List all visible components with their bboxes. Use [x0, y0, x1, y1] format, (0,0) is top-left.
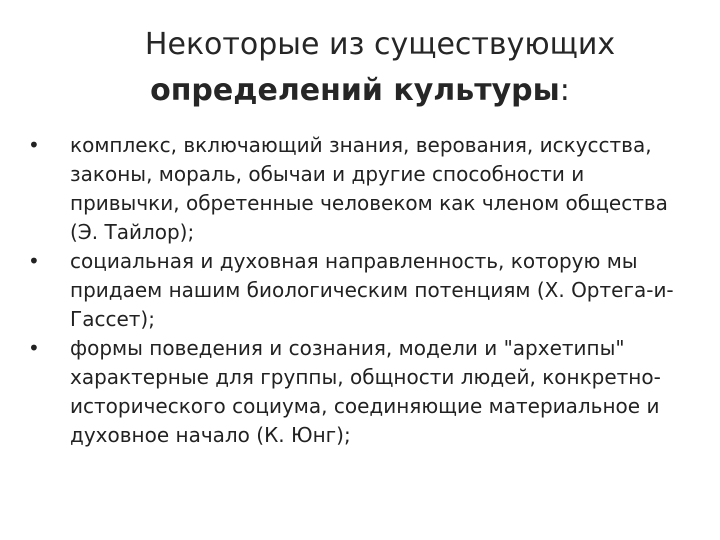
title-line-1: Некоторые из существующих	[144, 27, 616, 62]
definition-item	[28, 131, 692, 247]
bullet-icon: •	[28, 133, 40, 157]
definition-text: комплекс, включающий знания, верования, искусства, законы, мораль, обычаи и другие способности и привычки, обретенные человеком как членом общества (Э. Тайлор);	[70, 133, 668, 244]
definition-item	[28, 247, 692, 334]
definitions-list	[28, 131, 692, 450]
title-colon: :	[559, 73, 570, 108]
title-bold-text: определений культуры	[150, 73, 560, 108]
slide-title	[0, 22, 720, 114]
bullet-icon: •	[28, 336, 40, 360]
definition-text: формы поведения и сознания, модели и "архетипы" характерные для группы, общности людей, конкретно-исторического социума, соединяющие материальное и духовное начало (К. Юнг);	[70, 336, 661, 447]
title-line-2	[0, 68, 720, 114]
definition-item	[28, 334, 692, 450]
bullet-icon: •	[28, 249, 40, 273]
definition-text: социальная и духовная направленность, которую мы придаем нашим биологическим потенциям (Х. Ортега-и-Гассет);	[70, 249, 674, 331]
